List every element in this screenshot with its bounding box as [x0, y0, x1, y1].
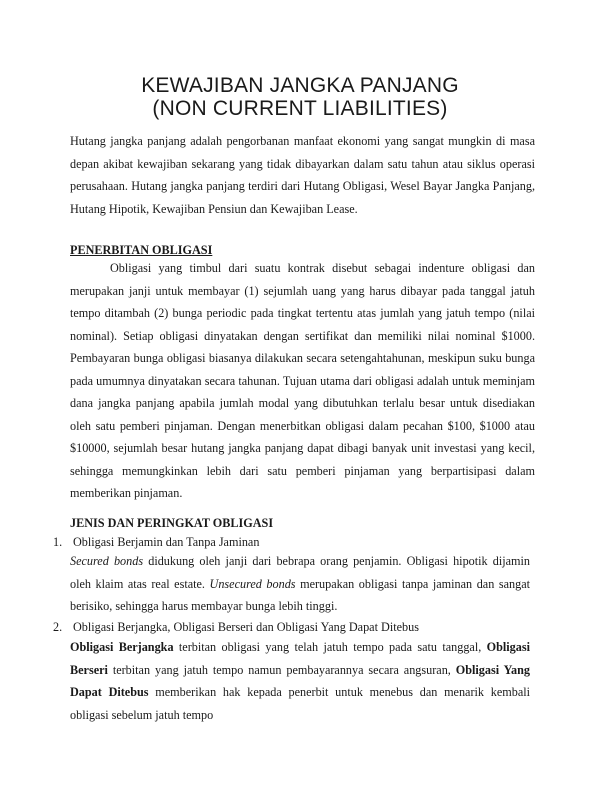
list-number: 1.: [53, 535, 63, 549]
list-number: 2.: [53, 620, 63, 634]
text-unsecured: merupakan obligasi tanpa jaminan dan sangat berisiko, sehingga harus membayar bunga lebih tinggi.: [70, 576, 530, 613]
section-heading-penerbitan: PENERBITAN OBLIGASI: [70, 243, 213, 257]
section-heading-jenis: JENIS DAN PERINGKAT OBLIGASI: [70, 516, 274, 530]
document-title-line1: KEWAJIBAN JANGKA PANJANG: [141, 74, 459, 97]
list-item-title: Obligasi Berjamin dan Tanpa Jaminan: [73, 535, 260, 549]
term-obligasi-dapat-ditebus: Obligasi Yang Dapat Ditebus: [70, 662, 530, 699]
intro-paragraph: Hutang jangka panjang adalah pengorbanan manfaat ekonomi yang sangat mungkin di masa depan akibat kewajiban sekarang yang tidak dibayarkan dalam satu tahun atau siklus operasi perusahaan. Hutang jangka panjang terdiri dari Hutang Obligasi, Wesel Bayar Jangka Panjang, Hutang Hipotik, Kewajiban Pensiun dan Kewajiban Lease.: [70, 134, 535, 216]
list-item-title: Obligasi Berjangka, Obligasi Berseri dan Obligasi Yang Dapat Ditebus: [73, 620, 419, 634]
list-item-2-title: [53, 619, 419, 635]
text-secured: didukung oleh janji dari bebrapa orang penjamin. Obligasi hipotik dijamin oleh klaim atas real estate.: [70, 554, 531, 591]
list-item-2-body: [70, 636, 530, 726]
text-berjangka: terbitan obligasi yang telah jatuh tempo pada satu tanggal,: [173, 640, 487, 654]
term-unsecured-bonds: Unsecured bonds: [209, 576, 296, 591]
document-title-line2: (NON CURRENT LIABILITIES): [152, 97, 448, 120]
text-dapat-ditebus: memberikan hak kepada penerbit untuk menebus dan menarik kembali obligasi sebelum jatuh tempo: [70, 685, 531, 722]
section-paragraph-penerbitan: Obligasi yang timbul dari suatu kontrak disebut sebagai indenture obligasi dan merupakan janji untuk membayar (1) sejumlah uang yang harus dibayar pada tanggal jatuh tempo ditambah (2) bunga periodic pada tingkat tertentu atas jumlah yang jatuh tempo (nilai nominal). Setiap obligasi dinyatakan dengan sertifikat dan memiliki nilai nominal $1000. Pembayaran bunga obligasi biasanya dilakukan secara setengahtahunan, meskipun suku bunga pada umumnya dinyatakan secara tahunan. Tujuan utama dari obligasi adalah untuk meminjam dana jangka panjang apabila jumlah modal yang dibutuhkan terlalu besar untuk disediakan oleh satu pemberi pinjaman. Dengan menerbitkan obligasi dalam pecahan $100, $1000 atau $10000, sejumlah besar hutang jangka panjang dapat dibagi banyak unit investasi yang kecil, sehingga memungkinkan lebih dari satu pemberi pinjaman yang berpartisipasi dalam memberikan pinjaman.: [70, 261, 535, 500]
term-obligasi-berseri: Obligasi Berseri: [70, 640, 530, 677]
term-secured-bonds: Secured bonds: [70, 554, 144, 568]
list-item-1-title: [53, 534, 259, 550]
term-obligasi-berjangka: Obligasi Berjangka: [70, 640, 174, 654]
text-berseri: terbitan yang jatuh tempo namun pembayarannya secara angsuran,: [107, 662, 456, 677]
list-item-1-body: [70, 550, 530, 618]
